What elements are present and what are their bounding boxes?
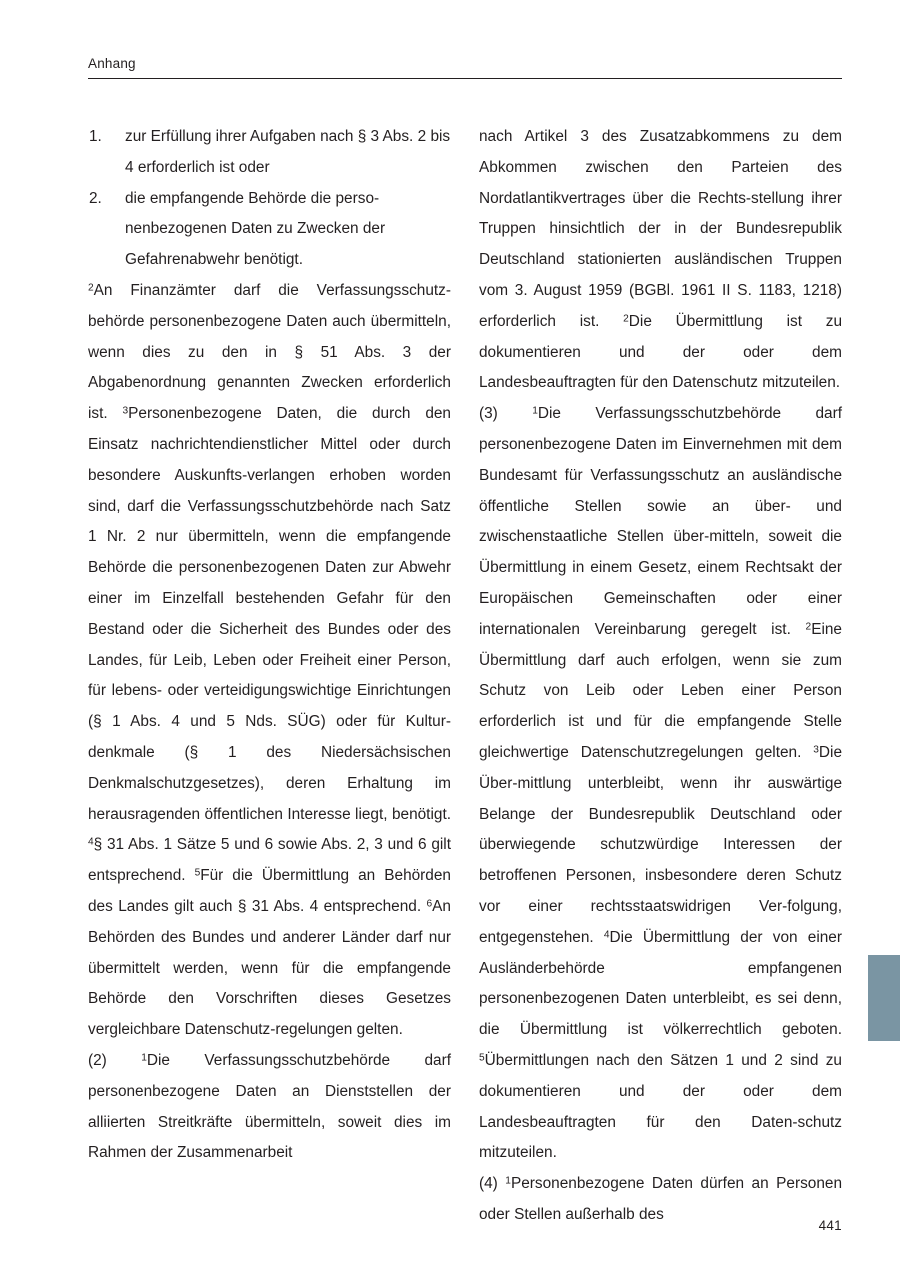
header-rule — [88, 78, 842, 79]
sentence-number: 3 — [813, 744, 819, 756]
left-column-paragraphs — [88, 276, 451, 1169]
text-run: Die Verfassungsschutzbehörde darf personenbezogene Daten im Einvernehmen mit dem Bundesamt für Verfassungsschutz an ausländische öffentliche Stellen sowie an über- und zwischenstaatliche Stellen über-mitteln, soweit die Übermittlung in einem Gesetz, einem Rechtsakt der Europäischen Gemeinschaften oder einer internationalen Vereinbarung geregelt ist. — [479, 405, 842, 638]
list-item-marker: 1. — [89, 128, 102, 145]
text-run: Die Übermittlung ist zu dokumentieren und der oder dem Landesbeauftragten für den Datenschutz mitzuteilen. — [479, 312, 843, 392]
text-run: Eine Übermittlung darf auch erfolgen, wenn sie zum Schutz von Leib oder Leben einer Person erforderlich ist und für die empfangende Stelle gleichwertige Datenschutzregelungen gelten. — [479, 620, 842, 761]
sentence-number: 1 — [141, 1052, 147, 1064]
sentence-number: 1 — [532, 405, 538, 417]
sentence-number: 1 — [505, 1175, 511, 1187]
list-item — [88, 184, 451, 276]
page-number: 441 — [818, 1218, 842, 1233]
two-column-text-body — [88, 122, 842, 1231]
list-item-text: die empfangende Behörde die perso-nenbezogenen Daten zu Zwecken der Gefahrenabwehr benötigt. — [125, 189, 386, 269]
right-column — [479, 122, 842, 1231]
left-column — [88, 122, 451, 1231]
chapter-thumb-tab — [868, 955, 900, 1041]
list-item — [88, 122, 451, 184]
text-run: Personenbezogene Daten dürfen an Personen oder Stellen außerhalb des — [479, 1175, 842, 1223]
sentence-number: 3 — [122, 405, 129, 417]
text-run: Übermittlungen nach den Sätzen 1 und 2 sind zu dokumentieren und der oder dem Landesbeauftragten für den Daten-schutz mitzuteilen. — [479, 1051, 842, 1162]
paragraph — [479, 1169, 842, 1231]
text-run: nach Artikel 3 des Zusatzabkommens zu dem Abkommen zwischen den Parteien des Nordatlantikvertrages über die Rechts-stellung ihrer Truppen hinsichtlich der in der Bundesrepublik Deutschland stationierten ausländischen Truppen vom 3. August 1959 (BGBl. 1961 II S. 1183, 1218) erforderlich ist. — [479, 128, 842, 330]
right-column-paragraphs — [479, 122, 842, 1231]
text-run: Für die Übermittlung an Behörden des Landes gilt auch § 31 Abs. 4 entsprechend. — [88, 867, 451, 915]
sentence-number: 2 — [623, 313, 629, 325]
text-run: An Finanzämter darf die Verfassungsschutz-behörde personenbezogene Daten auch übermitteln, wenn dies zu den in § 51 Abs. 3 der Abgabenordnung genannten Zwecken erforderlich ist. — [88, 281, 451, 423]
text-run: § 31 Abs. 1 Sätze 5 und 6 sowie Abs. 2, 3 und 6 gilt entsprechend. — [88, 836, 451, 885]
text-run: (2) — [88, 1051, 142, 1069]
numbered-list — [88, 122, 451, 276]
text-run: Personenbezogene Daten, die durch den Einsatz nachrichtendienstlicher Mittel oder durch besondere Auskunfts-verlangen erhoben worden sind, darf die Verfassungsschutzbehörde nach Satz 1 Nr. 2 nur übermitteln, wenn die empfangende Behörde die personenbezogenen Daten zur Abwehr einer im Einzelfall bestehenden Gefahr für den Bestand oder die Sicherheit des Bundes oder des Landes, für Leib, Leben oder Freiheit einer Person, für lebens- oder verteidigungswichtige Einrichtungen (§ 1 Abs. 4 und 5 Nds. SÜG) oder für Kultur-denkmale (§ 1 des Niedersächsischen Denkmalschutzgesetzes), deren Erhaltung im herausragenden öffentlichen Interesse liegt, benötigt. — [88, 405, 451, 823]
sentence-number: 2 — [88, 282, 94, 294]
list-item-marker: 2. — [89, 189, 102, 207]
paragraph — [479, 122, 842, 399]
paragraph — [88, 1046, 451, 1169]
sentence-number: 5 — [479, 1052, 485, 1064]
text-run: Die Übermittlung der von einer Ausländerbehörde empfangenen personenbezogenen Daten unterbleibt, es sei denn, die Übermittlung ist völkerrechtlich geboten. — [479, 928, 842, 1039]
sentence-number: 5 — [194, 867, 201, 879]
text-run: (3) — [479, 405, 533, 423]
list-item-text: zur Erfüllung ihrer Aufgaben nach § 3 Abs. 2 bis 4 erforderlich ist oder — [125, 128, 451, 176]
sentence-number: 4 — [88, 836, 94, 848]
text-run: Die Verfassungsschutzbehörde darf personenbezogene Daten an Dienststellen der alliierten Streitkräfte übermitteln, soweit dies im Rahmen der Zusammenarbeit — [88, 1051, 451, 1162]
sentence-number: 2 — [805, 621, 812, 633]
running-head — [88, 56, 842, 72]
running-head-title: Anhang — [88, 56, 136, 71]
sentence-number: 6 — [426, 898, 433, 910]
text-run: (4) — [479, 1175, 506, 1193]
text-run: Die Über-mittlung unterbleibt, wenn ihr auswärtige Belange der Bundesrepublik Deutschland oder überwiegende schutzwürdige Interessen der betroffenen Personen, insbesondere deren Schutz vor einer rechtsstaatswidrigen Ver-folgung, entgegenstehen. — [479, 743, 842, 946]
paragraph — [479, 399, 842, 1169]
text-run: An Behörden des Bundes und anderer Länder darf nur übermittelt werden, wenn für die empfangende Behörde den Vorschriften dieses Gesetzes vergleichbare Datenschutz-regelungen gelten. — [88, 897, 451, 1039]
paragraph — [88, 276, 451, 1046]
sentence-number: 4 — [603, 929, 610, 941]
